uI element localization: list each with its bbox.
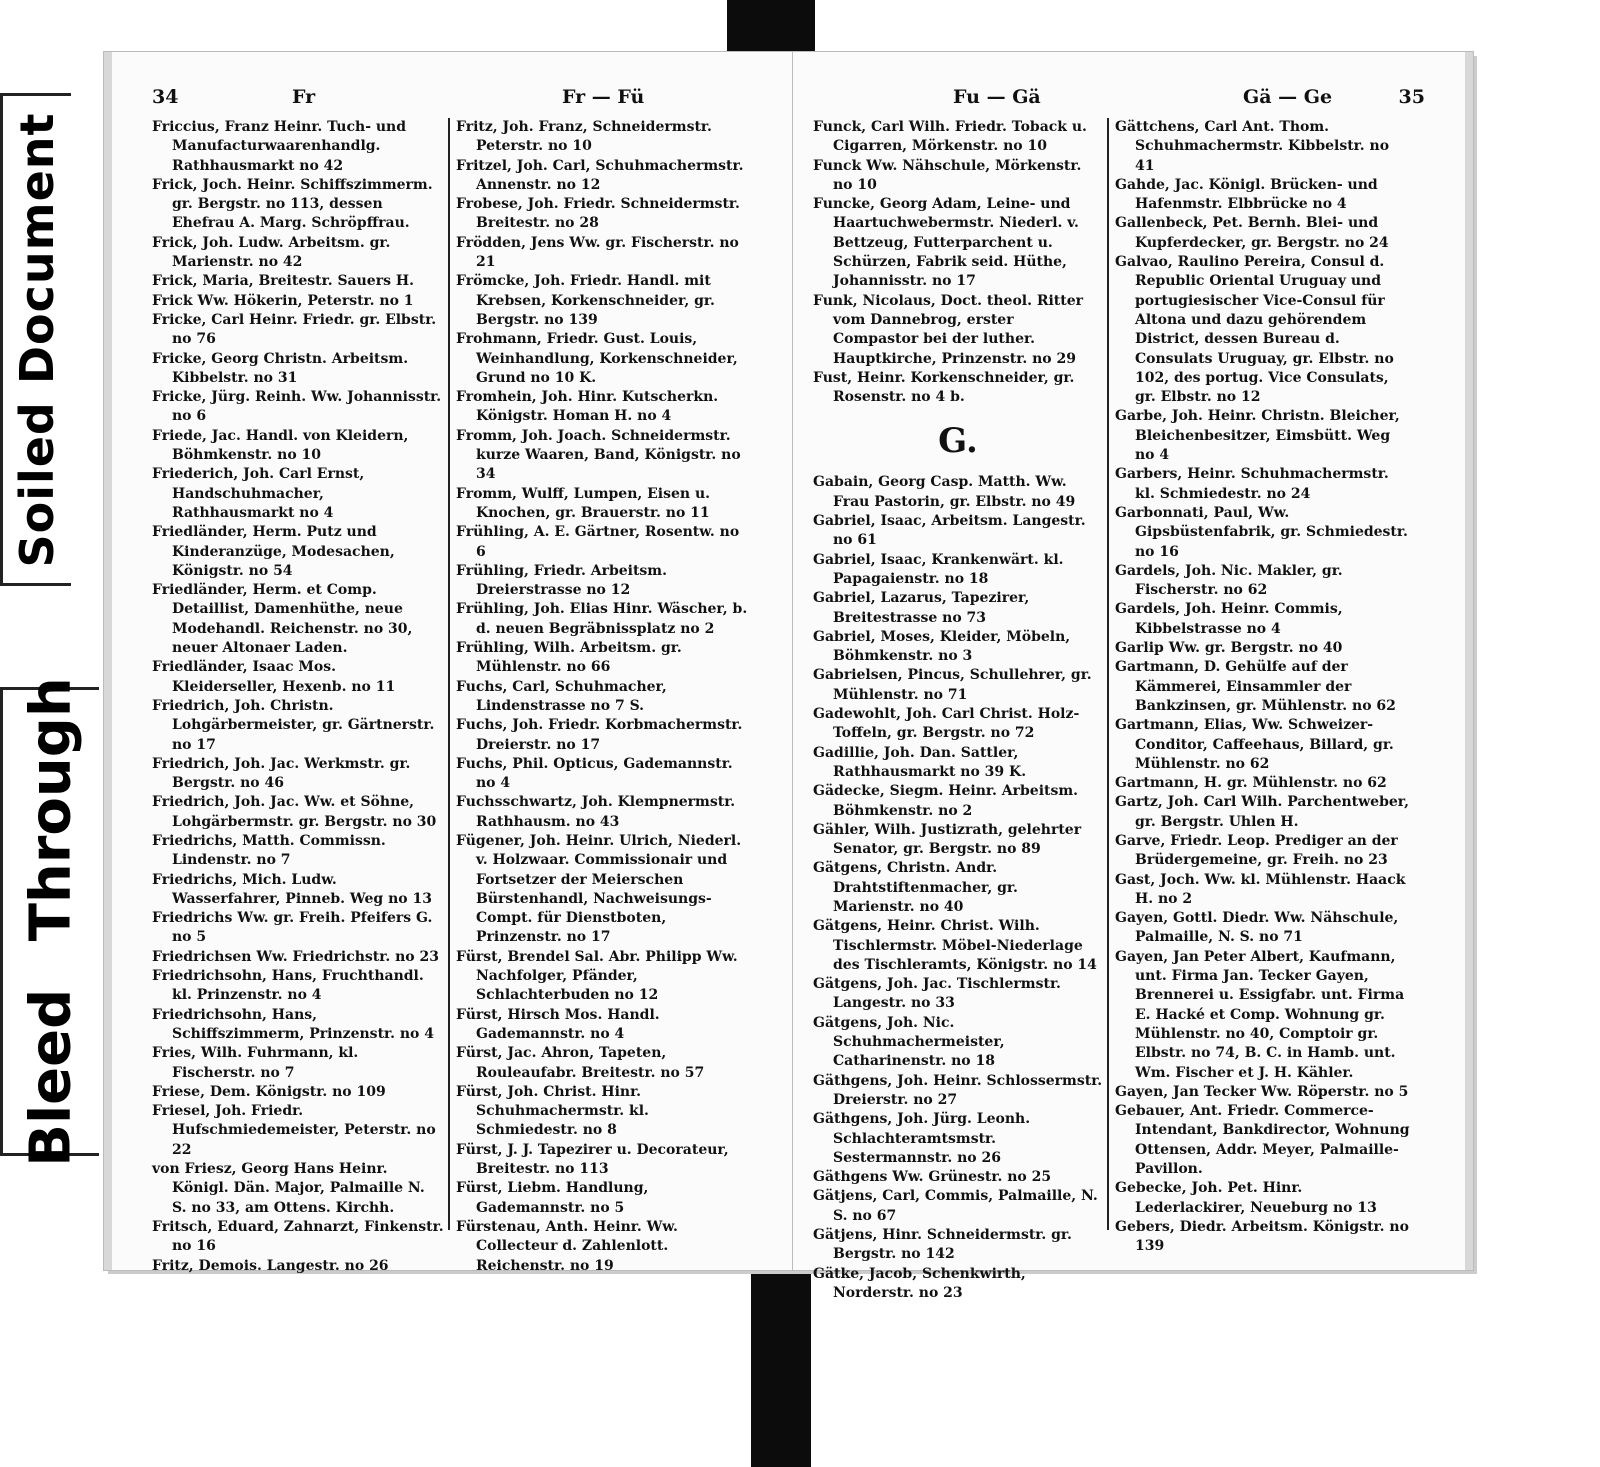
- directory-entry: Gebers, Diedr. Arbeitsm. Königstr. no 139: [1115, 1218, 1409, 1255]
- page-number-left: 34: [152, 86, 179, 108]
- directory-entry: Gätgens, Heinr. Christ. Wilh. Tischlermstr. Möbel-Niederlage des Tischleramts, Königstr. no 14: [813, 918, 1097, 973]
- directory-entry: Gadillie, Joh. Dan. Sattler, Rathhausmarkt no 39 K.: [813, 744, 1027, 780]
- directory-entry: Fromm, Joh. Joach. Schneidermstr. kurze Waaren, Band, Königstr. no 34: [456, 427, 741, 483]
- directory-entry: Fricke, Carl Heinr. Friedr. gr. Elbstr. no 76: [152, 311, 437, 348]
- column-divider: [448, 118, 450, 1230]
- directory-entry: Fürst, Joh. Christ. Hinr. Schuhmachermstr. kl. Schmiedestr. no 8: [456, 1083, 649, 1139]
- directory-entry: Gardels, Joh. Nic. Makler, gr. Fischerstr. no 62: [1115, 562, 1343, 599]
- directory-entry: Galvao, Raulino Pereira, Consul d. Republic Oriental Uruguay und portugiesischer Vice-Consul für Altona und dazu gehörendem District, dessen Bureau d. Consulats Uruguay, gr. Elbstr. no 102, des portug. Vice Consulats, gr. Elbstr. no 12: [1115, 254, 1394, 406]
- directory-entry: Gätgens, Joh. Nic. Schuhmachermeister, Catharinenstr. no 18: [813, 1014, 1005, 1070]
- directory-entry: Fürst, Brendel Sal. Abr. Philipp Ww. Nachfolger, Pfänder, Schlachterbuden no 12: [456, 948, 738, 1004]
- directory-entry: Friedrich, Joh. Christn. Lohgärbermeister, gr. Gärtnerstr. no 17: [152, 697, 435, 753]
- directory-entry: Fürstenau, Anth. Heinr. Ww. Collecteur d. Zahlenlott. Reichenstr. no 19: [456, 1218, 678, 1274]
- directory-entry: Fuchs, Carl, Schuhmacher, Lindenstrasse no 7 S.: [456, 678, 667, 714]
- directory-entry: Friedrichsohn, Hans, Schiffszimmerm, Prinzenstr. no 4: [152, 1006, 435, 1042]
- directory-entry: Gätgens, Christn. Andr. Drahtstiftenmacher, gr. Marienstr. no 40: [813, 860, 1018, 915]
- directory-entry: Gabriel, Isaac, Arbeitsm. Langestr. no 61: [813, 513, 1086, 549]
- directory-entry: Gabrielsen, Pincus, Schullehrer, gr. Mühlenstr. no 71: [813, 667, 1092, 703]
- running-head-right: Gä — Ge: [1243, 86, 1333, 108]
- directory-entry: Garbonnati, Paul, Ww. Gipsbüstenfabrik, gr. Schmiedestr. no 16: [1115, 504, 1408, 560]
- right-page-column-1: [813, 118, 1103, 1301]
- directory-entry: Friesel, Joh. Friedr. Hufschmiedemeister, Peterstr. no 22: [152, 1103, 436, 1158]
- directory-entry: Fritsch, Eduard, Zahnarzt, Finkenstr. no 16: [152, 1218, 444, 1255]
- directory-entry: Fürst, Jac. Ahron, Tapeten, Rouleaufabr. Breitestr. no 57: [456, 1045, 705, 1081]
- directory-entry: Gayen, Gottl. Diedr. Ww. Nähschule, Palmaille, N. S. no 71: [1115, 910, 1399, 946]
- directory-entry: Gebecke, Joh. Pet. Hinr. Lederlackirer, Neueburg no 13: [1115, 1180, 1377, 1216]
- directory-entry: Friedrichs Ww. gr. Freih. Pfeifers G. no 5: [152, 910, 433, 946]
- directory-entry: Friederich, Joh. Carl Ernst, Handschuhmacher, Rathhausmarkt no 4: [152, 466, 365, 521]
- directory-entry: Gahde, Jac. Königl. Brücken- und Hafenmstr. Elbbrücke no 4: [1115, 176, 1378, 213]
- directory-entry: Garlip Ww. gr. Bergstr. no 40: [1115, 640, 1343, 657]
- directory-entry: Friedländer, Herm. et Comp. Detaillist, Damenhüthe, neue Modehandl. Reichenstr. no 30, neuer Altonaer Laden.: [152, 582, 413, 657]
- directory-entry: Friedrich, Joh. Jac. Werkmstr. gr. Bergstr. no 46: [152, 755, 411, 792]
- left-page-column-2: [456, 118, 750, 1274]
- directory-entry: von Friesz, Georg Hans Heinr. Königl. Dän. Major, Palmaille N. S. no 33, am Ottens. Kirchh.: [152, 1161, 425, 1216]
- column-divider: [1107, 118, 1109, 1230]
- directory-entry: Gäthgens, Joh. Heinr. Schlossermstr. Dreierstr. no 27: [813, 1072, 1103, 1108]
- directory-entry: Fuchs, Joh. Friedr. Korbmachermstr. Dreierstr. no 17: [456, 717, 743, 753]
- directory-entry: Funck, Carl Wilh. Friedr. Toback u. Cigarren, Mörkenstr. no 10: [813, 119, 1087, 155]
- soiled-document-stamp: [0, 93, 71, 586]
- directory-entry: Fuchs, Phil. Opticus, Gademannstr. no 4: [456, 755, 733, 792]
- directory-entry: Gäthgens, Joh. Jürg. Leonh. Schlachteramtsmstr. Sestermannstr. no 26: [813, 1111, 1031, 1166]
- directory-entry: Friccius, Franz Heinr. Tuch- und Manufacturwaarenhandlg. Rathhausmarkt no 42: [152, 119, 407, 174]
- directory-entry: Friedrichs, Mich. Ludw. Wasserfahrer, Pinneb. Weg no 13: [152, 871, 432, 907]
- running-head-center-right: Fu — Gä: [953, 86, 1041, 108]
- directory-entry: Funck Ww. Nähschule, Mörkenstr. no 10: [813, 157, 1082, 193]
- directory-entry: Gartz, Joh. Carl Wilh. Parchentweber, gr. Bergstr. Uhlen H.: [1115, 794, 1410, 830]
- directory-entry: Funcke, Georg Adam, Leine- und Haartuchwebermstr. Niederl. v. Bettzeug, Futterparchent u. Schürzen, Fabrik seid. Hüthe, Johannisstr. no 17: [813, 196, 1079, 290]
- directory-entry: Friede, Jac. Handl. von Kleidern, Böhmkenstr. no 10: [152, 427, 409, 464]
- directory-entry: Fürst, Liebm. Handlung, Gademannstr. no 5: [456, 1180, 649, 1216]
- directory-entry: Gartmann, Elias, Ww. Schweizer-Conditor, Caffeehaus, Billard, gr. Mühlenstr. no 62: [1115, 717, 1394, 772]
- binding-strip-bottom: [751, 1262, 811, 1467]
- directory-entry: Gätgens, Joh. Jac. Tischlermstr. Langestr. no 33: [813, 976, 1061, 1012]
- directory-entry: Fritz, Demois. Langestr. no 26: [152, 1257, 389, 1274]
- bleed-through-label: Bleed Through: [18, 676, 84, 1167]
- directory-entry: Fries, Wilh. Fuhrmann, kl. Fischerstr. no 7: [152, 1045, 359, 1081]
- directory-entry: Frühling, Friedr. Arbeitsm. Dreierstrasse no 12: [456, 562, 667, 599]
- right-page-header: [833, 86, 1425, 116]
- directory-entry: Gardels, Joh. Heinr. Commis, Kibbelstrasse no 4: [1115, 601, 1343, 637]
- soiled-document-label: Soiled Document: [10, 111, 64, 568]
- directory-entry: Frick, Maria, Breitestr. Sauers H.: [152, 273, 414, 290]
- bleed-through-stamp: [0, 676, 99, 1167]
- directory-entry: Friedländer, Herm. Putz und Kinderanzüge, Modesachen, Königstr. no 54: [152, 524, 395, 579]
- directory-entry: Gebauer, Ant. Friedr. Commerce-Intendant, Bankdirector, Wohnung Ottensen, Addr. Meyer, Palmaille-Pavillon.: [1115, 1103, 1410, 1178]
- left-page: [104, 52, 794, 1274]
- directory-entry: Frömcke, Joh. Friedr. Handl. mit Krebsen, Korkenschneider, gr. Bergstr. no 139: [456, 273, 715, 328]
- directory-entry: Garbe, Joh. Heinr. Christn. Bleicher, Bleichenbesitzer, Eimsbütt. Weg no 4: [1115, 408, 1400, 464]
- directory-entry: Friedrich, Joh. Jac. Ww. et Söhne, Lohgärbermstr. gr. Bergstr. no 30: [152, 794, 437, 830]
- directory-entry: Gädecke, Siegm. Heinr. Arbeitsm. Böhmkenstr. no 2: [813, 783, 1079, 819]
- directory-entry: Frick, Joch. Heinr. Schiffszimmerm. gr. Bergstr. no 113, dessen Ehefrau A. Marg. Schröpffrau.: [152, 176, 433, 232]
- directory-entry: Friedrichs, Matth. Commissn. Lindenstr. no 7: [152, 832, 386, 869]
- directory-entry: Gallenbeck, Pet. Bernh. Blei- und Kupferdecker, gr. Bergstr. no 24: [1115, 215, 1389, 251]
- directory-entry: Frühling, A. E. Gärtner, Rosentw. no 6: [456, 524, 740, 560]
- directory-entry: Fügener, Joh. Heinr. Ulrich, Niederl. v. Holzwaar. Commissionair und Fortsetzer der Meierschen Bürstenhandl, Nachweisungs-Compt. für Dienstboten, Prinzenstr. no 17: [456, 832, 742, 946]
- directory-entry: Gabriel, Isaac, Krankenwärt. kl. Papagaienstr. no 18: [813, 551, 1064, 587]
- directory-entry: Gabriel, Lazarus, Tapezirer, Breitestrasse no 73: [813, 590, 1030, 626]
- directory-entry: Fritzel, Joh. Carl, Schuhmachermstr. Annenstr. no 12: [456, 157, 744, 193]
- directory-entry: Frobese, Joh. Friedr. Schneidermstr. Breitestr. no 28: [456, 196, 740, 232]
- directory-entry: Fust, Heinr. Korkenschneider, gr. Rosenstr. no 4 b.: [813, 369, 1075, 406]
- directory-entry: Gayen, Jan Peter Albert, Kaufmann, unt. Firma Jan. Tecker Gayen, Brennerei u. Essigfabr. unt. Firma E. Hacké et Comp. Wohnung gr. Mühlenstr. no 40, Comptoir gr. Elbstr. no 74, B. C. in Hamb. unt. Wm. Fischer et J. H. Kähler.: [1115, 948, 1405, 1081]
- directory-entry: Frick, Joh. Ludw. Arbeitsm. gr. Marienstr. no 42: [152, 234, 391, 271]
- directory-entry: Fürst, Hirsch Mos. Handl. Gademannstr. no 4: [456, 1006, 660, 1042]
- directory-entry: Fromm, Wulff, Lumpen, Eisen u. Knochen, gr. Brauerstr. no 11: [456, 485, 711, 521]
- directory-entry: Friese, Dem. Königstr. no 109: [152, 1083, 386, 1100]
- directory-entry: Gartmann, H. gr. Mühlenstr. no 62: [1115, 775, 1387, 792]
- directory-entry: Garve, Friedr. Leop. Prediger an der Brüdergemeine, gr. Freih. no 23: [1115, 832, 1398, 869]
- directory-entry: Frick Ww. Hökerin, Peterstr. no 1: [152, 292, 414, 309]
- directory-entry: Gätjens, Hinr. Schneidermstr. gr. Bergstr. no 142: [813, 1227, 1072, 1263]
- directory-entry: Gättchens, Carl Ant. Thom. Schuhmachermstr. Kibbelstr. no 41: [1115, 119, 1390, 174]
- directory-entry: Friedrichsen Ww. Friedrichstr. no 23: [152, 948, 439, 965]
- directory-entry: Friedrichsohn, Hans, Fruchthandl. kl. Prinzenstr. no 4: [152, 968, 424, 1004]
- directory-entry: Gast, Joch. Ww. kl. Mühlenstr. Haack H. no 2: [1115, 871, 1406, 907]
- directory-entry: Gätke, Jacob, Schenkwirth, Norderstr. no 23: [813, 1265, 1026, 1301]
- directory-entry: Gayen, Jan Tecker Ww. Röperstr. no 5: [1115, 1083, 1409, 1100]
- directory-entry: Gadewohlt, Joh. Carl Christ. Holz-Toffeln, gr. Bergstr. no 72: [813, 706, 1080, 742]
- running-head-center-left: Fr — Fü: [562, 86, 645, 108]
- right-page: [793, 52, 1473, 1301]
- directory-entry: Gabain, Georg Casp. Matth. Ww. Frau Pastorin, gr. Elbstr. no 49: [813, 474, 1076, 510]
- directory-entry: Garbers, Heinr. Schuhmachermstr. kl. Schmiedestr. no 24: [1115, 466, 1389, 502]
- directory-entry: Frühling, Wilh. Arbeitsm. gr. Mühlenstr. no 66: [456, 640, 682, 676]
- directory-entry: Frödden, Jens Ww. gr. Fischerstr. no 21: [456, 234, 739, 271]
- directory-entry: Fuchsschwartz, Joh. Klempnermstr. Rathhausm. no 43: [456, 794, 736, 830]
- page-number-right: 35: [1398, 86, 1425, 108]
- directory-entry: Gartmann, D. Gehülfe auf der Kämmerei, Einsammler der Bankzinsen, gr. Mühlenstr. no 62: [1115, 659, 1396, 714]
- directory-entry: Fürst, J. J. Tapezirer u. Decorateur, Breitestr. no 113: [456, 1141, 729, 1178]
- directory-entry: Gabriel, Moses, Kleider, Möbeln, Böhmkenstr. no 3: [813, 628, 1071, 665]
- right-page-column-2: [1115, 118, 1411, 1255]
- left-page-column-1: [152, 118, 444, 1274]
- directory-entry: Fricke, Jürg. Reinh. Ww. Johannisstr. no 6: [152, 389, 442, 425]
- directory-entry: Funk, Nicolaus, Doct. theol. Ritter vom Dannebrog, erster Compastor bei der luther. Hauptkirche, Prinzenstr. no 29: [813, 292, 1084, 367]
- left-page-header: [152, 86, 754, 116]
- directory-entry: Fricke, Georg Christn. Arbeitsm. Kibbelstr. no 31: [152, 350, 409, 386]
- directory-entry: Gähler, Wilh. Justizrath, gelehrter Senator, gr. Bergstr. no 89: [813, 821, 1082, 858]
- directory-entry: Fritz, Joh. Franz, Schneidermstr. Peterstr. no 10: [456, 119, 712, 155]
- directory-entry: Gäthgens Ww. Grünestr. no 25: [813, 1169, 1052, 1186]
- running-head-left: Fr: [292, 86, 316, 108]
- directory-entry: Frühling, Joh. Elias Hinr. Wäscher, b. d. neuen Begräbnissplatz no 2: [456, 601, 748, 637]
- directory-entry: Fromhein, Joh. Hinr. Kutscherkn. Königstr. Homan H. no 4: [456, 389, 719, 425]
- section-letter: G.: [938, 421, 978, 462]
- directory-entry: Gätjens, Carl, Commis, Palmaille, N. S. no 67: [813, 1188, 1098, 1224]
- directory-entry: Frohmann, Friedr. Gust. Louis, Weinhandlung, Korkenschneider, Grund no 10 K.: [456, 331, 738, 386]
- directory-entry: Friedländer, Isaac Mos. Kleiderseller, Hexenb. no 11: [152, 659, 396, 695]
